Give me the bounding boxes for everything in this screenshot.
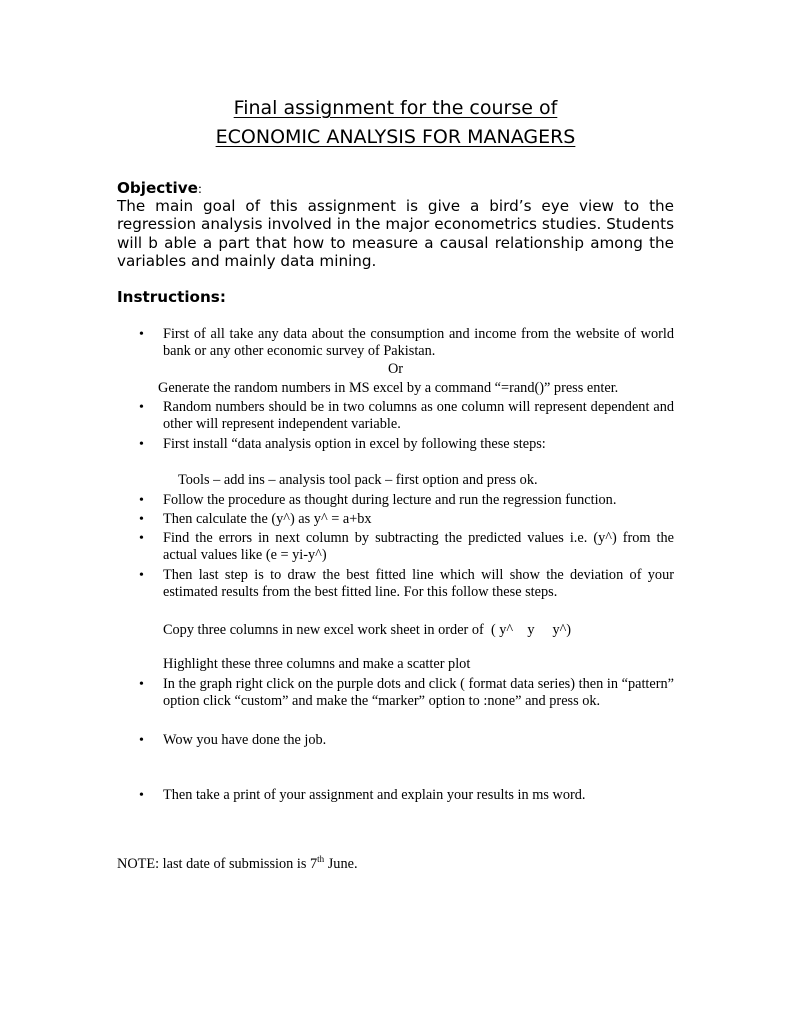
objective-body: The main goal of this assignment is give a bird’s eye view to the regression analysis involved in the major econometrics studies. Students will b able a part that how to measure a causal relationship among the variables and mainly data mining. <box>117 197 674 270</box>
instruction-item-8: • In the graph right click on the purple dots and click ( format data series) then in “pattern” option click “custom” and make the “marker” option to :none” and press ok. <box>163 676 674 710</box>
or-separator: Or <box>387 361 404 377</box>
instruction-item-3: • First install “data analysis option in excel by following these steps: <box>163 436 674 453</box>
instruction-item-1: • First of all take any data about the consumption and income from the website of world bank or any other economic survey of Pakistan. <box>163 326 674 360</box>
copy-columns-line: Copy three columns in new excel work sheet in order of ( y^ y y^) <box>163 622 572 638</box>
objective-label: Objective <box>117 179 198 197</box>
instruction-item-10: • Then take a print of your assignment and explain your results in ms word. <box>163 787 674 804</box>
tools-steps-line: Tools – add ins – analysis tool pack – first option and press ok. <box>178 472 538 488</box>
instruction-item-7: • Then last step is to draw the best fitted line which will show the deviation of your estimated results from the best fitted line. For this follow these steps. <box>163 567 674 601</box>
note-superscript: th <box>317 854 325 865</box>
objective-colon: : <box>197 182 202 197</box>
instruction-item-6: • Find the errors in next column by subtracting the predicted values i.e. (y^) from the actual values like (e = yi-y^) <box>163 530 674 564</box>
objective-heading <box>117 179 202 198</box>
instruction-item-5: • Then calculate the (y^) as y^ = a+bx <box>163 511 674 528</box>
highlight-line: Highlight these three columns and make a scatter plot <box>163 656 471 672</box>
instruction-item-4: • Follow the procedure as thought during lecture and run the regression function. <box>163 492 674 509</box>
note-suffix: June. <box>324 856 358 872</box>
instructions-heading: Instructions: <box>117 288 226 306</box>
instruction-item-9: • Wow you have done the job. <box>163 732 674 749</box>
generate-random-line: Generate the random numbers in MS excel by a command “=rand()” press enter. <box>158 380 619 396</box>
title-line-1: Final assignment for the course of <box>233 97 558 119</box>
note-prefix: NOTE: last date of submission is 7 <box>117 856 318 872</box>
instruction-item-2: • Random numbers should be in two columns as one column will represent dependent and other will represent independent variable. <box>163 399 674 433</box>
submission-note <box>117 856 358 873</box>
title-line-2: ECONOMIC ANALYSIS FOR MANAGERS <box>215 126 576 148</box>
